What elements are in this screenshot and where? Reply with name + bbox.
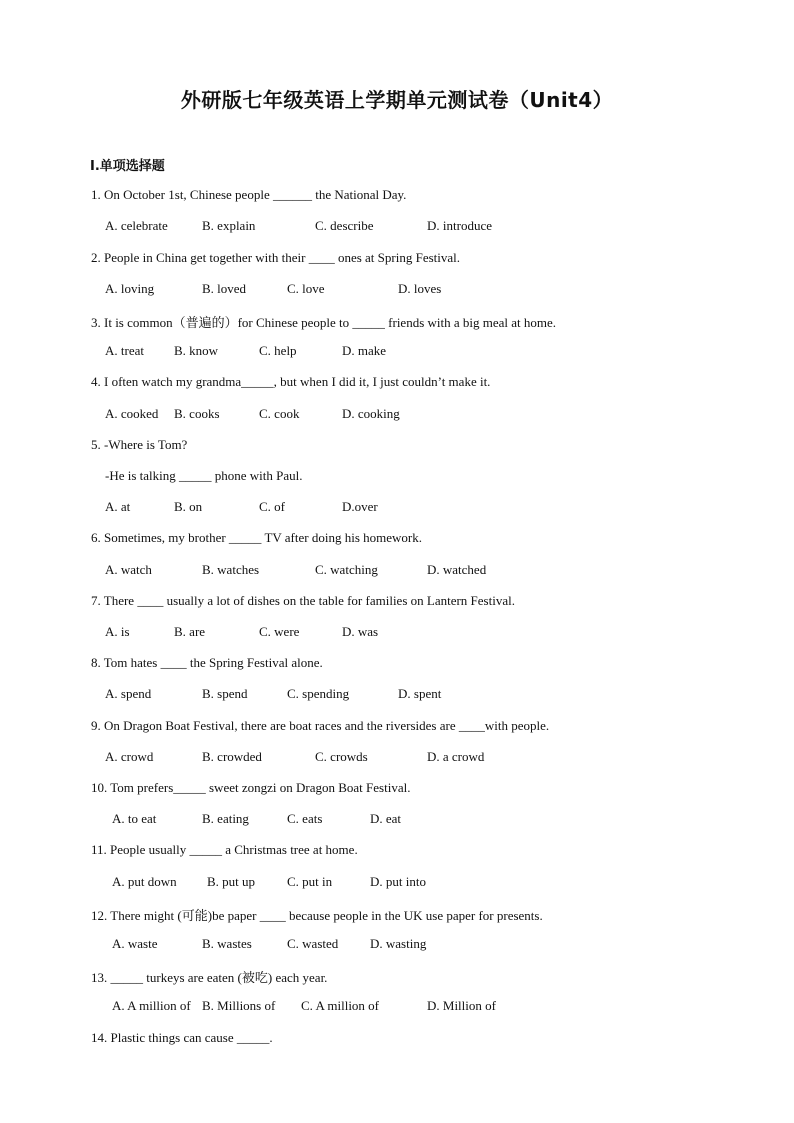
question-stem-line2: -He is talking _____ phone with Paul. xyxy=(105,468,303,483)
section-heading: I.单项选择题 xyxy=(90,159,165,174)
question-stem: 4. I often watch my grandma_____, but when I did it, I just couldn’t make it. xyxy=(91,374,491,389)
option-d: D. was xyxy=(342,624,379,639)
page-title: 外研版七年级英语上学期单元测试卷（Unit4） xyxy=(180,88,614,112)
question-stem: 14. Plastic things can cause _____. xyxy=(91,1030,273,1045)
option-a: A. put down xyxy=(112,874,177,889)
option-b: B. put up xyxy=(207,874,256,889)
option-b: B. wastes xyxy=(202,936,252,951)
option-d: D. watched xyxy=(427,562,487,577)
option-d: D.over xyxy=(342,499,378,514)
option-a: A. waste xyxy=(112,936,158,951)
option-c: C. love xyxy=(287,281,325,296)
question-stem: 13. _____ turkeys are eaten (被吃) each year. xyxy=(91,970,328,985)
option-c: C. crowds xyxy=(315,749,368,764)
option-d: D. make xyxy=(342,343,387,358)
option-c: C. put in xyxy=(287,874,333,889)
option-d: D. put into xyxy=(370,874,426,889)
question-stem: 10. Tom prefers_____ sweet zongzi on Dragon Boat Festival. xyxy=(91,780,411,795)
option-a: A. A million of xyxy=(112,998,191,1013)
option-a: A. celebrate xyxy=(105,218,168,233)
question-stem: 12. There might (可能)be paper ____ because people in the UK use paper for presents. xyxy=(91,908,543,923)
option-c: C. wasted xyxy=(287,936,339,951)
option-c: C. cook xyxy=(259,406,300,421)
option-b: B. cooks xyxy=(174,406,220,421)
question-stem: 7. There ____ usually a lot of dishes on the table for families on Lantern Festival. xyxy=(91,593,515,608)
option-b: B. watches xyxy=(202,562,260,577)
option-c: C. describe xyxy=(315,218,374,233)
option-d: D. spent xyxy=(398,686,442,701)
question-stem: 6. Sometimes, my brother _____ TV after doing his homework. xyxy=(91,530,422,545)
option-b: B. loved xyxy=(202,281,247,296)
question-stem: 9. On Dragon Boat Festival, there are boat races and the riversides are ____with people. xyxy=(91,718,550,733)
option-b: B. spend xyxy=(202,686,248,701)
question-stem: 3. It is common（普遍的）for Chinese people to _____ friends with a big meal at home. xyxy=(91,315,557,330)
option-b: B. on xyxy=(174,499,203,514)
option-b: B. know xyxy=(174,343,219,358)
option-a: A. treat xyxy=(105,343,144,358)
option-a: A. is xyxy=(105,624,130,639)
option-d: D. wasting xyxy=(370,936,427,951)
question-stem: 5. -Where is Tom? xyxy=(91,437,188,452)
option-c: C. help xyxy=(259,343,297,358)
option-d: D. cooking xyxy=(342,406,400,421)
option-a: A. watch xyxy=(105,562,152,577)
option-b: B. eating xyxy=(202,811,249,826)
option-d: D. Million of xyxy=(427,998,496,1013)
option-a: A. to eat xyxy=(112,811,157,826)
option-d: D. loves xyxy=(398,281,442,296)
option-b: B. crowded xyxy=(202,749,262,764)
question-stem: 1. On October 1st, Chinese people ______ the National Day. xyxy=(91,187,407,202)
option-b: B. Millions of xyxy=(202,998,276,1013)
option-c: C. of xyxy=(259,499,285,514)
option-d: D. eat xyxy=(370,811,402,826)
option-a: A. loving xyxy=(105,281,155,296)
question-stem: 2. People in China get together with their ____ ones at Spring Festival. xyxy=(91,250,461,265)
option-b: B. are xyxy=(174,624,206,639)
option-d: D. a crowd xyxy=(427,749,485,764)
option-a: A. spend xyxy=(105,686,152,701)
option-c: C. A million of xyxy=(301,998,380,1013)
option-b: B. explain xyxy=(202,218,256,233)
option-a: A. crowd xyxy=(105,749,154,764)
option-a: A. cooked xyxy=(105,406,159,421)
question-stem: 8. Tom hates ____ the Spring Festival alone. xyxy=(91,655,323,670)
option-c: C. spending xyxy=(287,686,350,701)
option-a: A. at xyxy=(105,499,131,514)
option-c: C. watching xyxy=(315,562,378,577)
option-c: C. were xyxy=(259,624,300,639)
question-stem: 11. People usually _____ a Christmas tree at home. xyxy=(91,842,358,857)
option-c: C. eats xyxy=(287,811,323,826)
option-d: D. introduce xyxy=(427,218,492,233)
